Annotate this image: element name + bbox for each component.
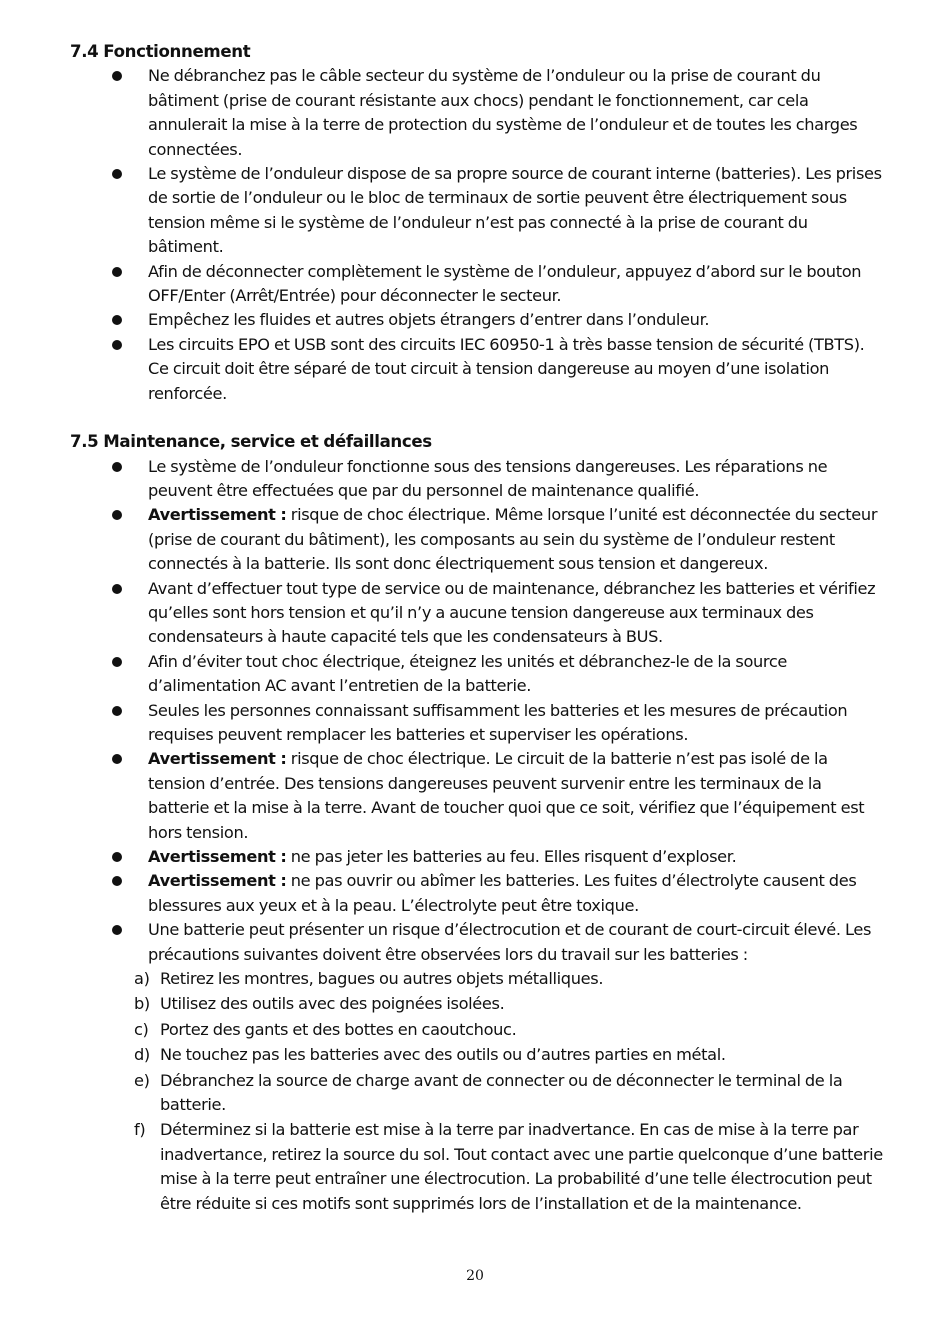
sub-item <box>70 992 885 1016</box>
bullet-icon <box>112 852 122 862</box>
list-item <box>70 333 885 406</box>
list-item-text: Afin d’éviter tout choc électrique, éteignez les unités et débranchez-le de la source d’alimentation AC avant l’entretien de la batterie. <box>148 651 788 696</box>
section-maintenance <box>70 430 885 1216</box>
sub-item-letter: b) <box>134 994 150 1014</box>
list-item-text: risque de choc électrique. Le circuit de la batterie n’est pas isolé de la tension d’entrée. Des tensions dangereuses peuvent survenir entre les terminaux de la batterie et la mise à la terre. Avant de toucher quoi que ce soit, vérifiez que l’équipement est hors tension. <box>148 749 865 842</box>
warning-label: Avertissement : <box>148 749 287 769</box>
list-item <box>70 577 885 650</box>
sub-item-text: Utilisez des outils avec des poignées isolées. <box>160 994 505 1014</box>
sub-item-letter: e) <box>134 1070 150 1090</box>
list-item <box>70 699 885 748</box>
list-item <box>70 747 885 845</box>
list-item <box>70 162 885 260</box>
bullet-icon <box>112 267 122 277</box>
list-item <box>70 455 885 504</box>
bullet-icon <box>112 706 122 716</box>
list-item-text: Seules les personnes connaissant suffisamment les batteries et les mesures de précaution requises peuvent remplacer les batteries et superviser les opérations. <box>148 700 848 744</box>
warning-label: Avertissement : <box>148 505 287 525</box>
bullet-list <box>70 455 885 968</box>
sub-item-text: Retirez les montres, bagues ou autres objets métalliques. <box>160 969 604 989</box>
bullet-icon <box>112 340 122 350</box>
bullet-icon <box>112 71 122 81</box>
list-item-text: ne pas jeter les batteries au feu. Elles risquent d’exploser. <box>286 847 737 866</box>
sub-item-text: Ne touchez pas les batteries avec des outils ou d’autres parties en métal. <box>160 1045 726 1065</box>
list-item-text: Afin de déconnecter complètement le système de l’onduleur, appuyez d’abord sur le bouton OFF/Enter (Arrêt/Entrée) pour déconnecter le secteur. <box>148 261 862 306</box>
bullet-icon <box>112 925 122 935</box>
sub-item-letter: c) <box>134 1019 149 1039</box>
warning-label: Avertissement : <box>148 871 287 891</box>
bullet-icon <box>112 462 122 472</box>
list-item-text: ne pas ouvrir ou abîmer les batteries. Les fuites d’électrolyte causent des blessures aux yeux et à la peau. L’électrolyte peut être toxique. <box>148 871 857 915</box>
bullet-icon <box>112 169 122 179</box>
sub-item <box>70 1043 885 1067</box>
list-item-text: Ne débranchez pas le câble secteur du système de l’onduleur ou la prise de courant du bâtiment (prise de courant résistante aux chocs) pendant le fonctionnement, car cela annulerait la mise à la terre de protection du système de l’onduleur et de toutes les charges connectées. <box>148 66 858 159</box>
sub-item-text: Déterminez si la batterie est mise à la terre par inadvertance. En cas de mise à la terre par inadvertance, retirez la source du sol. Tout contact avec une partie quelconque d’une batterie mise à la terre peut entraîner une électrocution. La probabilité d’une telle électrocution peut être réduite si ces motifs sont supprimés lors de l’installation et de la maintenance. <box>160 1120 883 1213</box>
bullet-icon <box>112 315 122 325</box>
sub-item-letter: a) <box>134 969 150 989</box>
sub-item <box>70 967 885 991</box>
sub-item-text: Débranchez la source de charge avant de connecter ou de déconnecter le terminal de la batterie. <box>160 1070 843 1115</box>
sub-item-text: Portez des gants et des bottes en caoutchouc. <box>160 1019 517 1039</box>
sub-item <box>70 1118 885 1216</box>
list-item-text: Empêchez les fluides et autres objets étrangers d’entrer dans l’onduleur. <box>148 310 710 330</box>
bullet-list <box>70 64 885 406</box>
page-number: 20 <box>466 1268 484 1284</box>
list-item <box>70 260 885 309</box>
warning-label: Avertissement : <box>148 847 287 866</box>
sub-item <box>70 1069 885 1118</box>
section-fonctionnement <box>70 40 885 406</box>
bullet-icon <box>112 876 122 886</box>
list-item <box>70 308 885 332</box>
list-item-text: risque de choc électrique. Même lorsque l’unité est déconnectée du secteur (prise de courant du bâtiment), les composants au sein du système de l’onduleur restent connectés à la batterie. Ils sont donc électriquement sous tension et dangereux. <box>148 505 878 574</box>
list-item <box>70 650 885 699</box>
bullet-icon <box>112 584 122 594</box>
list-item <box>70 64 885 162</box>
sub-item <box>70 1018 885 1042</box>
sub-item-letter: d) <box>134 1045 150 1065</box>
list-item <box>70 503 885 576</box>
section-heading: 7.5 Maintenance, service et défaillances <box>70 432 432 452</box>
list-item-text: Le système de l’onduleur dispose de sa propre source de courant interne (batteries). Les prises de sortie de l’onduleur ou le bloc de terminaux de sortie peuvent être électriquement sous tension même si le système de l’onduleur n’est pas connecté à la prise de courant du bâtiment. <box>148 164 882 257</box>
list-item-text: Le système de l’onduleur fonctionne sous des tensions dangereuses. Les réparations ne peuvent être effectuées que par du personnel de maintenance qualifié. <box>148 456 828 500</box>
list-item-text: Les circuits EPO et USB sont des circuits IEC 60950-1 à très basse tension de sécurité (TBTS). Ce circuit doit être séparé de tout circuit à tension dangereuse au moyen d’une isolation renforcée. <box>148 334 865 403</box>
list-item <box>70 845 885 869</box>
list-item-text: Une batterie peut présenter un risque d’électrocution et de courant de court-circuit élevé. Les précautions suivantes doivent être observées lors du travail sur les batteries : <box>148 920 872 964</box>
list-item <box>70 869 885 918</box>
sub-item-letter: f) <box>134 1120 146 1140</box>
precautions-list <box>70 967 885 1216</box>
list-item <box>70 918 885 967</box>
bullet-icon <box>112 510 122 520</box>
bullet-icon <box>112 657 122 667</box>
page-content <box>70 40 885 1217</box>
section-heading: 7.4 Fonctionnement <box>70 42 251 61</box>
list-item-text: Avant d’effectuer tout type de service ou de maintenance, débranchez les batteries et vérifiez qu’elles sont hors tension et qu’il n’y a aucune tension dangereuse aux terminaux des condensateurs à haute capacité tels que les condensateurs à BUS. <box>148 578 876 647</box>
bullet-icon <box>112 754 122 764</box>
